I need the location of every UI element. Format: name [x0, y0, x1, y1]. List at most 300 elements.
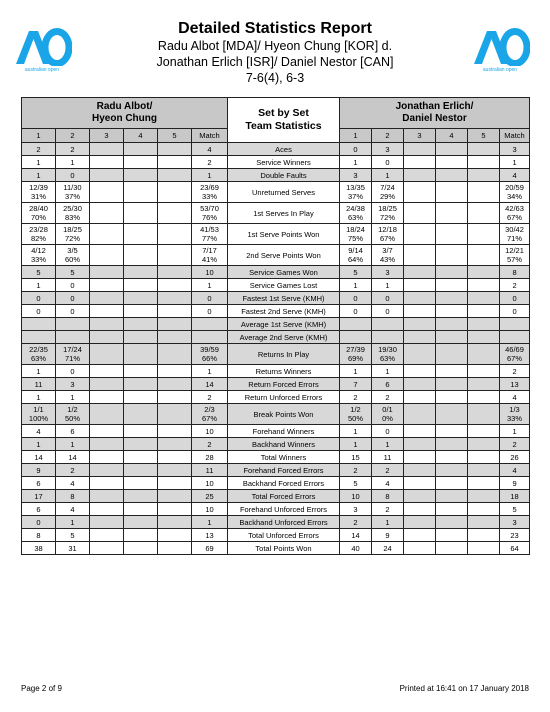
t2-cell — [404, 490, 436, 503]
t1-cell — [158, 182, 192, 203]
stat-label: 1st Serves In Play — [228, 203, 340, 224]
t1-cell — [124, 266, 158, 279]
t1-cell: 0 — [56, 305, 90, 318]
match-subtitle — [110, 38, 440, 86]
t2-cell: 0 — [340, 305, 372, 318]
t1-cell — [158, 169, 192, 182]
t1-cell — [124, 365, 158, 378]
t2-cell — [436, 203, 468, 224]
cell-line: 20/59 — [505, 183, 524, 192]
cell-line: 13/35 — [346, 183, 365, 192]
t1-cell — [90, 503, 124, 516]
t2-cell — [468, 169, 500, 182]
stat-row — [22, 516, 530, 529]
cell-line: 63% — [379, 354, 395, 363]
t1-cell — [124, 318, 158, 331]
t1-cell: 2 — [22, 143, 56, 156]
cell-line: 2/3 — [204, 405, 215, 414]
cell-line: 9/14 — [348, 246, 363, 255]
stat-row — [22, 279, 530, 292]
ao-logo-icon — [470, 28, 530, 66]
t2-cell — [404, 318, 436, 331]
t1-cell: 1 — [22, 438, 56, 451]
t1-cell — [192, 404, 228, 425]
t2-cell — [468, 451, 500, 464]
t1-cell — [158, 516, 192, 529]
t2-cell: 9 — [372, 529, 404, 542]
t2-cell — [500, 182, 530, 203]
t1-cell — [158, 203, 192, 224]
t2-cell — [404, 344, 436, 365]
t1-cell: 14 — [56, 451, 90, 464]
t1-cell — [90, 529, 124, 542]
ao-logo-icon — [12, 28, 72, 66]
t1-cell: 14 — [192, 378, 228, 391]
cell-line: 11/30 — [63, 183, 82, 192]
team2-name-line: Jonathan Erlich/ — [395, 101, 474, 112]
t2-cell — [372, 331, 404, 344]
t1-cell — [56, 344, 90, 365]
t2-cell — [436, 404, 468, 425]
cell-line: 67% — [507, 354, 523, 363]
t2-cell — [436, 451, 468, 464]
t2-cell — [468, 143, 500, 156]
t1-cell: 4 — [22, 425, 56, 438]
stat-row — [22, 331, 530, 344]
t1-cell — [192, 318, 228, 331]
statistics-table — [21, 97, 530, 555]
stat-label: Total Forced Errors — [228, 490, 340, 503]
t2-cell: 4 — [500, 169, 530, 182]
t2-cell — [468, 156, 500, 169]
t1-cell — [124, 203, 158, 224]
t1-cell — [124, 516, 158, 529]
t2-cell — [468, 503, 500, 516]
t1-cell: 1 — [22, 279, 56, 292]
cell-line: 19/30 — [378, 345, 397, 354]
t2-cell: 1 — [340, 156, 372, 169]
cell-line: 12/39 — [29, 183, 48, 192]
subtitle-line: Jonathan Erlich [ISR]/ Daniel Nestor [CAN] — [156, 55, 394, 69]
t2-cell — [404, 464, 436, 477]
printed-timestamp: Printed at 16:41 on 17 January 2018 — [399, 684, 529, 693]
t2-cell — [340, 318, 372, 331]
cell-line: 75% — [347, 234, 363, 243]
cell-line: 50% — [64, 414, 80, 423]
stat-label: Fastest 1st Serve (KMH) — [228, 292, 340, 305]
cell-line: 25/30 — [63, 204, 82, 213]
t1-cell: 1 — [192, 279, 228, 292]
cell-line: 18/25 — [378, 204, 397, 213]
t1-cell — [90, 224, 124, 245]
stat-row — [22, 378, 530, 391]
stat-row — [22, 169, 530, 182]
t2-cell: 8 — [372, 490, 404, 503]
t1-cell — [158, 245, 192, 266]
stat-row — [22, 438, 530, 451]
t1-cell — [158, 266, 192, 279]
t2-cell: 5 — [340, 477, 372, 490]
t1-cell — [90, 438, 124, 451]
t1-cell: 0 — [56, 365, 90, 378]
cell-line: 76% — [201, 213, 217, 222]
t1-cell — [90, 490, 124, 503]
t2-cell — [404, 477, 436, 490]
t2-cell — [372, 203, 404, 224]
cell-line: 63% — [347, 213, 363, 222]
t1-cell — [124, 451, 158, 464]
t1-cell: 0 — [192, 305, 228, 318]
subtitle-line: Radu Albot [MDA]/ Hyeon Chung [KOR] d. — [157, 39, 393, 53]
t1-cell — [90, 156, 124, 169]
cell-line: 66% — [201, 354, 217, 363]
t2-cell: 4 — [500, 464, 530, 477]
t1-cell — [90, 425, 124, 438]
t2-cell — [436, 143, 468, 156]
t2-cell: 3 — [500, 516, 530, 529]
cell-line: 12/21 — [505, 246, 524, 255]
t1-cell: 0 — [22, 292, 56, 305]
t2-cell: 0 — [340, 143, 372, 156]
t1-cell — [124, 503, 158, 516]
cell-line: 28/40 — [29, 204, 48, 213]
set-header: 4 — [436, 129, 468, 143]
subtitle-line: 7-6(4), 6-3 — [245, 71, 305, 85]
t1-cell — [124, 542, 158, 555]
t1-cell: 1 — [22, 169, 56, 182]
t2-cell: 0 — [500, 305, 530, 318]
stat-row — [22, 503, 530, 516]
t1-cell — [158, 279, 192, 292]
logo-subtext: australian open — [482, 67, 518, 73]
set-header: Match — [500, 129, 530, 143]
cell-line: 0/1 — [382, 405, 393, 414]
t2-cell — [468, 331, 500, 344]
t1-cell: 1 — [192, 365, 228, 378]
stat-label: Service Games Lost — [228, 279, 340, 292]
t2-cell: 13 — [500, 378, 530, 391]
cell-line: 37% — [347, 192, 363, 201]
t2-cell — [436, 169, 468, 182]
team2-header — [340, 98, 530, 129]
stat-label: Service Winners — [228, 156, 340, 169]
stat-label: Total Unforced Errors — [228, 529, 340, 542]
t2-cell — [404, 404, 436, 425]
t2-cell — [468, 305, 500, 318]
t1-cell — [158, 224, 192, 245]
t1-cell — [192, 331, 228, 344]
set-header: 3 — [404, 129, 436, 143]
set-header: 1 — [340, 129, 372, 143]
logo-subtext: australian open — [24, 67, 60, 73]
t2-cell: 2 — [372, 464, 404, 477]
t2-cell: 1 — [372, 365, 404, 378]
t2-cell — [340, 224, 372, 245]
cell-line: 77% — [201, 234, 217, 243]
t1-cell — [124, 490, 158, 503]
cell-line: 64% — [347, 255, 363, 264]
cell-line: 42/63 — [505, 204, 524, 213]
stat-label: Break Points Won — [228, 404, 340, 425]
cell-line: 23/28 — [29, 225, 48, 234]
t2-cell — [404, 266, 436, 279]
t1-cell: 2 — [56, 143, 90, 156]
t1-cell: 69 — [192, 542, 228, 555]
cell-line: 70% — [30, 213, 46, 222]
t2-cell: 0 — [500, 292, 530, 305]
t2-cell: 0 — [340, 292, 372, 305]
t2-cell — [404, 245, 436, 266]
t1-cell — [124, 305, 158, 318]
t2-cell — [404, 143, 436, 156]
t1-cell — [56, 224, 90, 245]
t1-cell — [90, 169, 124, 182]
stat-label: Forehand Unforced Errors — [228, 503, 340, 516]
t1-cell: 1 — [22, 391, 56, 404]
t1-cell — [56, 404, 90, 425]
cell-line: 1/1 — [33, 405, 44, 414]
cell-line: 63% — [30, 354, 46, 363]
cell-line: 39/59 — [200, 345, 219, 354]
t1-cell: 1 — [22, 156, 56, 169]
t2-cell: 1 — [500, 425, 530, 438]
t1-cell — [124, 143, 158, 156]
t1-cell — [124, 224, 158, 245]
t2-cell — [436, 318, 468, 331]
t1-cell: 1 — [56, 516, 90, 529]
stat-row — [22, 318, 530, 331]
t1-cell: 6 — [22, 477, 56, 490]
t2-cell — [436, 503, 468, 516]
t1-cell: 9 — [22, 464, 56, 477]
t1-cell — [158, 503, 192, 516]
t2-cell: 40 — [340, 542, 372, 555]
t1-cell: 11 — [192, 464, 228, 477]
t1-cell — [124, 529, 158, 542]
statistics-body — [22, 143, 530, 555]
cell-line: 71% — [507, 234, 523, 243]
t1-cell: 31 — [56, 542, 90, 555]
t2-cell: 1 — [372, 438, 404, 451]
t1-cell — [192, 224, 228, 245]
t1-cell: 0 — [22, 305, 56, 318]
t2-cell: 2 — [340, 516, 372, 529]
t2-cell: 8 — [500, 266, 530, 279]
t2-cell — [436, 182, 468, 203]
cell-line: 83% — [64, 213, 80, 222]
set-header: 4 — [124, 129, 158, 143]
t2-cell — [404, 451, 436, 464]
t1-cell — [124, 344, 158, 365]
team2-name-line: Daniel Nestor — [402, 113, 467, 124]
t2-cell — [436, 516, 468, 529]
t1-cell: 3 — [56, 378, 90, 391]
center-title — [228, 98, 340, 143]
t2-cell: 24 — [372, 542, 404, 555]
t2-cell: 5 — [340, 266, 372, 279]
t2-cell — [404, 305, 436, 318]
cell-line: 30/42 — [505, 225, 524, 234]
t2-cell: 3 — [340, 503, 372, 516]
t2-cell: 2 — [500, 438, 530, 451]
stat-label: Total Winners — [228, 451, 340, 464]
t2-cell — [468, 464, 500, 477]
t1-cell — [56, 203, 90, 224]
cell-line: 0% — [382, 414, 393, 423]
t2-cell — [404, 542, 436, 555]
t2-cell — [436, 279, 468, 292]
t2-cell: 1 — [340, 438, 372, 451]
t1-cell: 5 — [22, 266, 56, 279]
t1-cell — [56, 245, 90, 266]
cell-line: 82% — [30, 234, 46, 243]
t2-cell — [404, 425, 436, 438]
t1-cell — [90, 344, 124, 365]
t2-cell: 2 — [500, 279, 530, 292]
stat-label: Average 2nd Serve (KMH) — [228, 331, 340, 344]
t1-cell — [90, 305, 124, 318]
t1-cell: 13 — [192, 529, 228, 542]
stat-label: Service Games Won — [228, 266, 340, 279]
t1-cell: 1 — [56, 391, 90, 404]
cell-line: 57% — [507, 255, 523, 264]
cell-line: 37% — [64, 192, 80, 201]
cell-line: 1/2 — [67, 405, 78, 414]
t1-cell — [158, 391, 192, 404]
cell-line: 1/3 — [509, 405, 520, 414]
stat-row — [22, 425, 530, 438]
t2-cell: 18 — [500, 490, 530, 503]
cell-line: 18/25 — [63, 225, 82, 234]
stat-row — [22, 477, 530, 490]
t1-cell: 2 — [192, 156, 228, 169]
t2-cell: 0 — [372, 292, 404, 305]
t1-cell: 1 — [56, 156, 90, 169]
t2-cell: 2 — [500, 365, 530, 378]
t1-cell — [22, 182, 56, 203]
t2-cell — [468, 391, 500, 404]
stat-label: Average 1st Serve (KMH) — [228, 318, 340, 331]
t2-cell — [404, 182, 436, 203]
t1-cell — [90, 182, 124, 203]
cell-line: 33% — [201, 192, 217, 201]
t2-cell: 2 — [340, 391, 372, 404]
t2-cell: 1 — [500, 156, 530, 169]
t2-cell: 23 — [500, 529, 530, 542]
t2-cell — [436, 266, 468, 279]
center-title-line: Set by Set — [258, 107, 309, 119]
t2-cell — [436, 305, 468, 318]
t2-cell: 9 — [500, 477, 530, 490]
stat-label: Returns In Play — [228, 344, 340, 365]
cell-line: 7/24 — [380, 183, 395, 192]
t2-cell — [372, 318, 404, 331]
set-header: 5 — [158, 129, 192, 143]
t2-cell — [372, 182, 404, 203]
stat-label: Backhand Unforced Errors — [228, 516, 340, 529]
t1-cell — [158, 292, 192, 305]
cell-line: 53/70 — [200, 204, 219, 213]
stat-label: 1st Serve Points Won — [228, 224, 340, 245]
cell-line: 72% — [379, 213, 395, 222]
t2-cell: 7 — [340, 378, 372, 391]
stat-label: Backhand Winners — [228, 438, 340, 451]
stat-label: Return Unforced Errors — [228, 391, 340, 404]
t2-cell — [468, 224, 500, 245]
t1-cell: 1 — [56, 438, 90, 451]
t1-cell — [90, 542, 124, 555]
t1-cell — [90, 245, 124, 266]
stat-row — [22, 266, 530, 279]
t1-cell — [124, 438, 158, 451]
t1-cell: 10 — [192, 503, 228, 516]
t1-cell — [22, 344, 56, 365]
t2-cell: 0 — [372, 425, 404, 438]
t2-cell — [436, 344, 468, 365]
t2-cell — [436, 224, 468, 245]
t2-cell: 1 — [340, 425, 372, 438]
t1-cell — [124, 378, 158, 391]
t1-cell: 25 — [192, 490, 228, 503]
stat-row — [22, 529, 530, 542]
cell-line: 72% — [64, 234, 80, 243]
cell-line: 100% — [28, 414, 49, 423]
stat-label: 2nd Serve Points Won — [228, 245, 340, 266]
t1-cell: 0 — [22, 516, 56, 529]
stat-label: Returns Winners — [228, 365, 340, 378]
stat-label: Double Faults — [228, 169, 340, 182]
t2-cell — [372, 404, 404, 425]
t2-cell — [500, 344, 530, 365]
t1-cell — [124, 391, 158, 404]
set-header: 2 — [56, 129, 90, 143]
stat-label: Forehand Forced Errors — [228, 464, 340, 477]
t2-cell — [404, 224, 436, 245]
t1-cell — [124, 331, 158, 344]
cell-line: 50% — [347, 414, 363, 423]
cell-line: 17/24 — [63, 345, 82, 354]
t1-cell — [124, 182, 158, 203]
t2-cell: 10 — [340, 490, 372, 503]
t2-cell — [436, 245, 468, 266]
t2-cell — [468, 477, 500, 490]
report-title: Detailed Statistics Report — [178, 20, 372, 37]
t1-cell — [158, 378, 192, 391]
t2-cell — [404, 378, 436, 391]
t2-cell — [436, 542, 468, 555]
cell-line: 60% — [64, 255, 80, 264]
stat-label: Unreturned Serves — [228, 182, 340, 203]
t2-cell — [372, 224, 404, 245]
t2-cell — [500, 203, 530, 224]
t1-cell — [90, 292, 124, 305]
t2-cell — [468, 542, 500, 555]
set-header: 5 — [468, 129, 500, 143]
t2-cell — [468, 378, 500, 391]
t1-cell: 6 — [56, 425, 90, 438]
center-title-line: Team Statistics — [245, 120, 322, 132]
t2-cell — [436, 490, 468, 503]
t1-cell — [56, 182, 90, 203]
cell-line: 4/12 — [31, 246, 46, 255]
t2-cell — [436, 331, 468, 344]
stat-row — [22, 143, 530, 156]
t2-cell: 1 — [372, 516, 404, 529]
t1-cell: 28 — [192, 451, 228, 464]
t1-cell: 0 — [56, 169, 90, 182]
t1-cell: 17 — [22, 490, 56, 503]
cell-line: 69% — [347, 354, 363, 363]
